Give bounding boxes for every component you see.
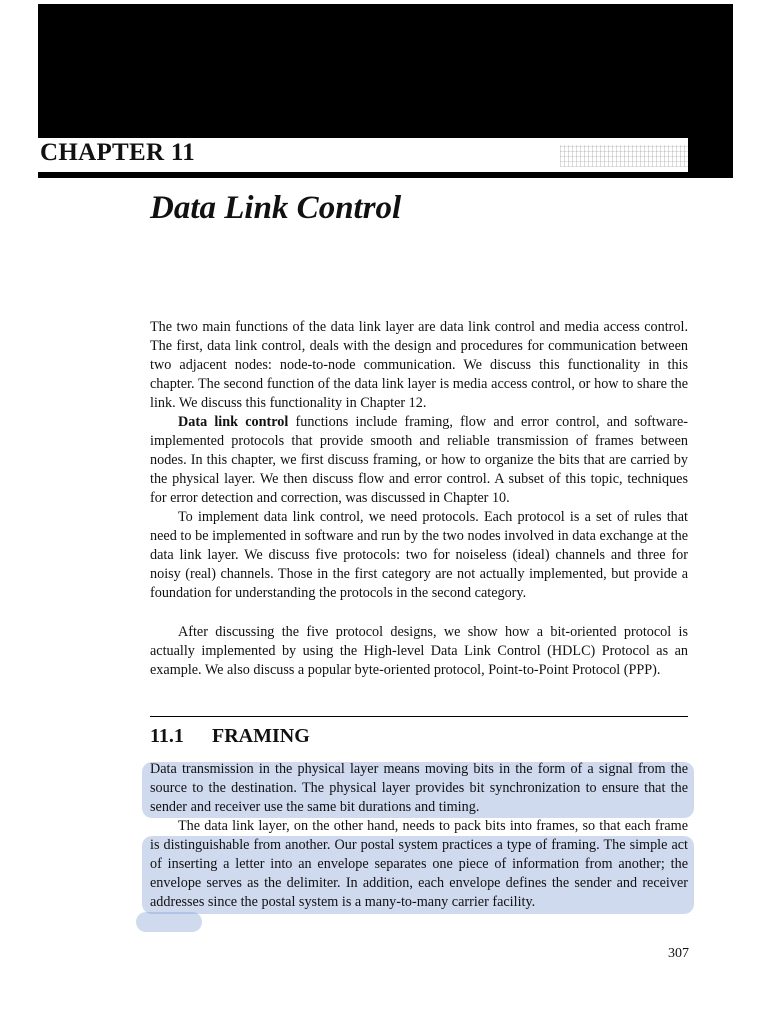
chapter-label: CHAPTER 11 — [40, 139, 196, 166]
framing-paragraph-1: Data transmission in the physical layer means moving bits in the form of a signal from the source to the destination. The physical layer provides bit synchronization to ensure that the sender and receiver use the same bit durations and timing. — [150, 761, 688, 815]
section-number: 11.1 — [150, 725, 184, 747]
intro-paragraph-1: The two main functions of the data link layer are data link control and media access control. The first, data link control, deals with the design and procedures for communication between two adjacent nodes: node-to-node communication. We discuss this functionality in this chapter. The second function of the data link layer is media access control, or how to share the link. We discuss this functionality in Chapter 12. — [150, 319, 688, 411]
section-title: FRAMING — [212, 725, 310, 747]
scan-speckle — [560, 145, 688, 167]
intro-paragraph-4: After discussing the five protocol designs, we show how a bit-oriented protocol is actually implemented by using the High-level Data Link Control (HDLC) Protocol as an example. We also discuss a popular byte-oriented protocol, Point-to-Point Protocol (PPP). — [150, 624, 688, 678]
intro-paragraph-2 — [150, 413, 688, 508]
framing-paragraph-2: The data link layer, on the other hand, needs to pack bits into frames, so that each frame is distinguishable from another. Our postal system practices a type of framing. The simple act of inserting a letter into an envelope separates one piece of information from another; the envelope serves as the delimiter. In addition, each envelope defines the sender and receiver addresses since the postal system is a many-to-many carrier facility. — [150, 818, 688, 910]
term-data-link-control: Data link control — [178, 414, 289, 430]
highlight-mark — [136, 912, 202, 932]
intro-paragraph-3: To implement data link control, we need protocols. Each protocol is a set of rules that need to be implemented in software and run by the two nodes involved in data exchange at the data link layer. We discuss five protocols: two for noiseless (ideal) channels and three for noisy (real) channels. Those in the first category are not actually implemented, but provide a foundation for understanding the protocols in the second category. — [150, 509, 688, 601]
intro-paragraph-2-text: functions include framing, flow and error control, and software-implemented protocols that provide smooth and reliable transmission of frames between nodes. In this chapter, we first discuss framing, or how to organize the bits that are carried by the physical layer. We then discuss flow and error control. A subset of this topic, techniques for error detection and correction, was discussed in Chapter 10. — [150, 414, 688, 506]
section-heading — [150, 725, 310, 748]
page-number: 307 — [668, 946, 689, 961]
chapter-title: Data Link Control — [150, 190, 402, 226]
section-divider — [150, 716, 688, 717]
